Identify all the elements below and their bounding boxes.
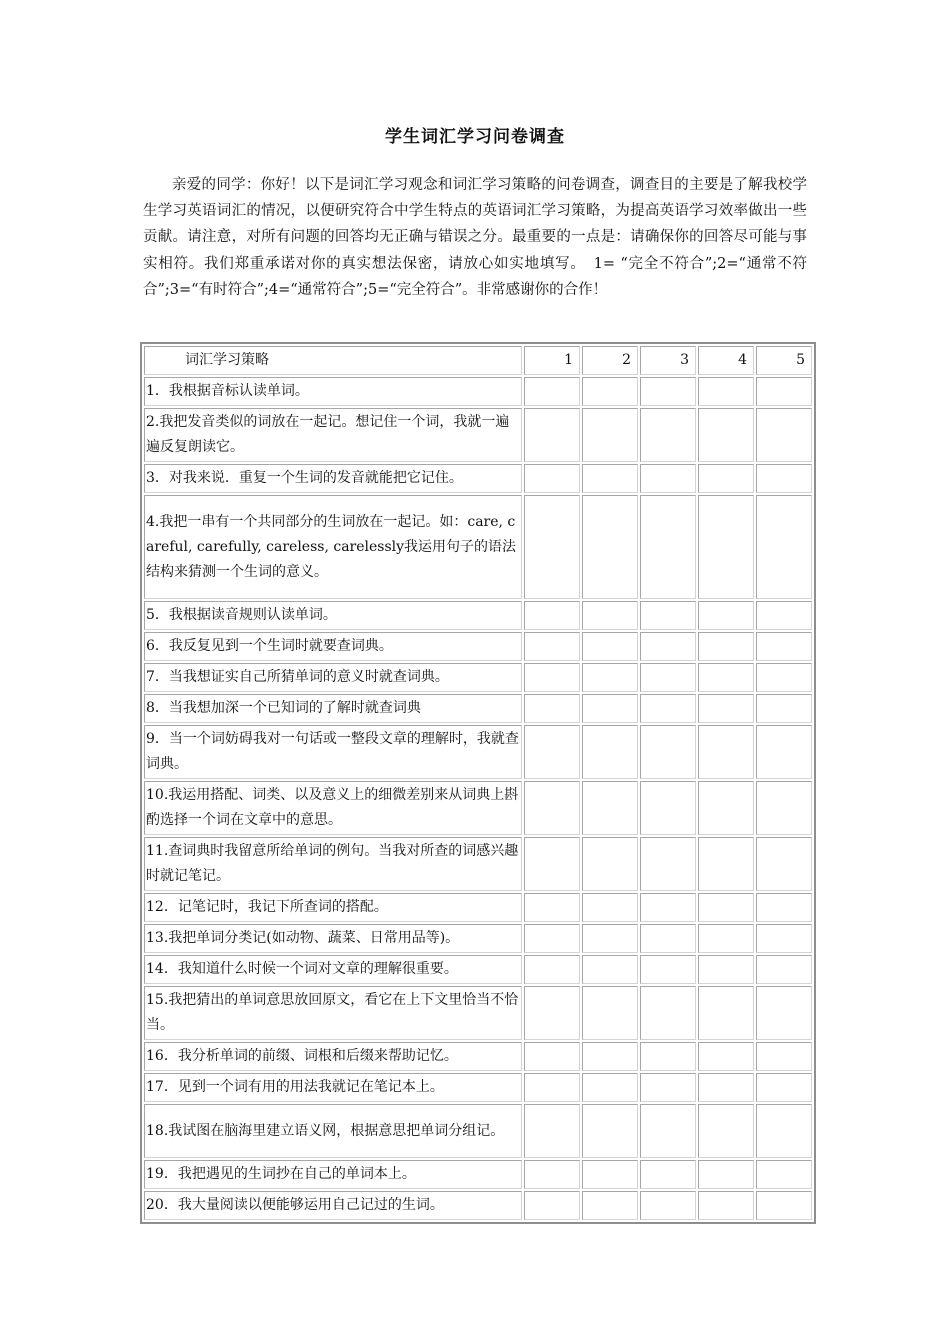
rating-cell-3[interactable] bbox=[640, 377, 696, 406]
table-row bbox=[144, 632, 812, 661]
rating-cell-1[interactable] bbox=[524, 1073, 580, 1102]
rating-cell-5[interactable] bbox=[756, 495, 812, 599]
rating-cell-2[interactable] bbox=[582, 408, 638, 462]
header-scale-4: 4 bbox=[698, 346, 754, 375]
rating-cell-2[interactable] bbox=[582, 377, 638, 406]
rating-cell-4[interactable] bbox=[698, 1104, 754, 1158]
rating-cell-4[interactable] bbox=[698, 1191, 754, 1220]
rating-cell-4[interactable] bbox=[698, 377, 754, 406]
strategy-item-text: 11.查词典时我留意所给单词的例句。当我对所查的词感兴趣时就记笔记。 bbox=[144, 837, 522, 891]
rating-cell-5[interactable] bbox=[756, 1042, 812, 1071]
rating-cell-1[interactable] bbox=[524, 781, 580, 835]
rating-cell-1[interactable] bbox=[524, 924, 580, 953]
table-row bbox=[144, 986, 812, 1040]
table-row bbox=[144, 694, 812, 723]
rating-cell-5[interactable] bbox=[756, 893, 812, 922]
table-row bbox=[144, 1191, 812, 1220]
rating-cell-4[interactable] bbox=[698, 694, 754, 723]
rating-cell-3[interactable] bbox=[640, 955, 696, 984]
rating-cell-4[interactable] bbox=[698, 1073, 754, 1102]
rating-cell-1[interactable] bbox=[524, 986, 580, 1040]
table-row bbox=[144, 663, 812, 692]
rating-cell-2[interactable] bbox=[582, 893, 638, 922]
rating-cell-5[interactable] bbox=[756, 1073, 812, 1102]
header-scale-5: 5 bbox=[756, 346, 812, 375]
strategy-item-text: 14．我知道什么时候一个词对文章的理解很重要。 bbox=[144, 955, 522, 984]
intro-paragraph: 亲爱的同学：你好！以下是词汇学习观念和词汇学习策略的问卷调查，调查目的主要是了解我校学生学习英语词汇的情况，以便研究符合中学生特点的英语词汇学习策略，为提高英语学习效率做出一些贡献。请注意，对所有问题的回答均无正确与错误之分。最重要的一点是：请确保你的回答尽可能与事实相符。我们郑重承诺对你的真实想法保密，请放心如实地填写。 1= “完全不符合”;2=“通常不符合”;3=“有时符合”;4=“通常符合”;5=“完全符合”。非常感谢你的合作！ bbox=[143, 177, 807, 298]
table-row bbox=[144, 893, 812, 922]
rating-cell-3[interactable] bbox=[640, 1160, 696, 1189]
table-row bbox=[144, 1073, 812, 1102]
rating-cell-2[interactable] bbox=[582, 1104, 638, 1158]
rating-cell-2[interactable] bbox=[582, 837, 638, 891]
rating-cell-1[interactable] bbox=[524, 1160, 580, 1189]
rating-cell-3[interactable] bbox=[640, 1104, 696, 1158]
rating-cell-2[interactable] bbox=[582, 781, 638, 835]
rating-cell-4[interactable] bbox=[698, 924, 754, 953]
strategy-item-text: 8．当我想加深一个已知词的了解时就查词典 bbox=[144, 694, 522, 723]
rating-cell-1[interactable] bbox=[524, 1191, 580, 1220]
rating-cell-5[interactable] bbox=[756, 955, 812, 984]
rating-cell-5[interactable] bbox=[756, 464, 812, 493]
table-row bbox=[144, 601, 812, 630]
rating-cell-4[interactable] bbox=[698, 601, 754, 630]
rating-cell-3[interactable] bbox=[640, 725, 696, 779]
rating-cell-5[interactable] bbox=[756, 1160, 812, 1189]
rating-cell-1[interactable] bbox=[524, 1042, 580, 1071]
rating-cell-3[interactable] bbox=[640, 781, 696, 835]
rating-cell-3[interactable] bbox=[640, 1042, 696, 1071]
rating-cell-3[interactable] bbox=[640, 1073, 696, 1102]
table-row bbox=[144, 1160, 812, 1189]
strategy-item-text: 16．我分析单词的前缀、词根和后缀来帮助记忆。 bbox=[144, 1042, 522, 1071]
rating-cell-2[interactable] bbox=[582, 1073, 638, 1102]
table-row bbox=[144, 924, 812, 953]
rating-cell-2[interactable] bbox=[582, 1042, 638, 1071]
rating-cell-4[interactable] bbox=[698, 632, 754, 661]
rating-cell-2[interactable] bbox=[582, 495, 638, 599]
rating-cell-1[interactable] bbox=[524, 694, 580, 723]
rating-cell-4[interactable] bbox=[698, 1160, 754, 1189]
table-row bbox=[144, 781, 812, 835]
rating-cell-4[interactable] bbox=[698, 955, 754, 984]
rating-cell-2[interactable] bbox=[582, 464, 638, 493]
table-row bbox=[144, 1104, 812, 1158]
strategy-item-text: 1．我根据音标认读单词。 bbox=[144, 377, 522, 406]
rating-cell-2[interactable] bbox=[582, 1160, 638, 1189]
strategy-item-text: 20．我大量阅读以便能够运用自己记过的生词。 bbox=[144, 1191, 522, 1220]
rating-cell-1[interactable] bbox=[524, 495, 580, 599]
strategy-item-text: 9．当一个词妨碍我对一句话或一整段文章的理解时，我就查词典。 bbox=[144, 725, 522, 779]
rating-cell-3[interactable] bbox=[640, 495, 696, 599]
strategy-item-text: 17．见到一个词有用的用法我就记在笔记本上。 bbox=[144, 1073, 522, 1102]
rating-cell-3[interactable] bbox=[640, 464, 696, 493]
strategy-item-text: 18.我试图在脑海里建立语义网，根据意思把单词分组记。 bbox=[144, 1104, 522, 1158]
rating-cell-5[interactable] bbox=[756, 408, 812, 462]
strategy-item-text: 13.我把单词分类记(如动物、蔬菜、日常用品等)。 bbox=[144, 924, 522, 953]
survey-table bbox=[140, 342, 816, 1224]
rating-cell-3[interactable] bbox=[640, 986, 696, 1040]
table-row bbox=[144, 377, 812, 406]
rating-cell-3[interactable] bbox=[640, 837, 696, 891]
rating-cell-5[interactable] bbox=[756, 601, 812, 630]
rating-cell-2[interactable] bbox=[582, 1191, 638, 1220]
rating-cell-2[interactable] bbox=[582, 601, 638, 630]
rating-cell-5[interactable] bbox=[756, 663, 812, 692]
table-header-row bbox=[144, 346, 812, 375]
rating-cell-1[interactable] bbox=[524, 725, 580, 779]
rating-cell-3[interactable] bbox=[640, 632, 696, 661]
strategy-item-text: 12．记笔记时，我记下所查词的搭配。 bbox=[144, 893, 522, 922]
table-row bbox=[144, 464, 812, 493]
header-scale-2: 2 bbox=[582, 346, 638, 375]
table-row bbox=[144, 408, 812, 462]
strategy-item-text: 15.我把猜出的单词意思放回原文，看它在上下文里恰当不恰当。 bbox=[144, 986, 522, 1040]
page-title: 学生词汇学习问卷调查 bbox=[385, 127, 565, 147]
rating-cell-5[interactable] bbox=[756, 694, 812, 723]
header-scale-3: 3 bbox=[640, 346, 696, 375]
rating-cell-4[interactable] bbox=[698, 1042, 754, 1071]
strategy-item-text: 7．当我想证实自己所猜单词的意义时就查词典。 bbox=[144, 663, 522, 692]
rating-cell-3[interactable] bbox=[640, 601, 696, 630]
table-row bbox=[144, 837, 812, 891]
rating-cell-1[interactable] bbox=[524, 837, 580, 891]
rating-cell-4[interactable] bbox=[698, 495, 754, 599]
table-row bbox=[144, 725, 812, 779]
rating-cell-1[interactable] bbox=[524, 408, 580, 462]
rating-cell-1[interactable] bbox=[524, 632, 580, 661]
rating-cell-4[interactable] bbox=[698, 725, 754, 779]
rating-cell-4[interactable] bbox=[698, 837, 754, 891]
rating-cell-1[interactable] bbox=[524, 663, 580, 692]
strategy-item-text: 6．我反复见到一个生词时就要查词典。 bbox=[144, 632, 522, 661]
rating-cell-5[interactable] bbox=[756, 1104, 812, 1158]
rating-cell-2[interactable] bbox=[582, 632, 638, 661]
rating-cell-2[interactable] bbox=[582, 986, 638, 1040]
rating-cell-5[interactable] bbox=[756, 1191, 812, 1220]
rating-cell-5[interactable] bbox=[756, 632, 812, 661]
header-strategy-label: 词汇学习策略 bbox=[144, 346, 522, 375]
rating-cell-2[interactable] bbox=[582, 725, 638, 779]
survey-table-body bbox=[144, 346, 812, 1220]
strategy-item-text: 5．我根据读音规则认读单词。 bbox=[144, 601, 522, 630]
rating-cell-1[interactable] bbox=[524, 377, 580, 406]
table-row bbox=[144, 495, 812, 599]
rating-cell-4[interactable] bbox=[698, 663, 754, 692]
rating-cell-5[interactable] bbox=[756, 781, 812, 835]
strategy-item-text: 10.我运用搭配、词类、以及意义上的细微差别来从词典上斟酌选择一个词在文章中的意思。 bbox=[144, 781, 522, 835]
rating-cell-1[interactable] bbox=[524, 893, 580, 922]
rating-cell-5[interactable] bbox=[756, 924, 812, 953]
rating-cell-5[interactable] bbox=[756, 837, 812, 891]
rating-cell-4[interactable] bbox=[698, 464, 754, 493]
strategy-item-text: 4.我把一串有一个共同部分的生词放在一起记。如：care, careful, carefully, careless, carelessly我运用句子的语法结构来猜测一个生词的意义。 bbox=[144, 495, 522, 599]
rating-cell-3[interactable] bbox=[640, 663, 696, 692]
rating-cell-3[interactable] bbox=[640, 893, 696, 922]
rating-cell-3[interactable] bbox=[640, 924, 696, 953]
rating-cell-5[interactable] bbox=[756, 377, 812, 406]
rating-cell-5[interactable] bbox=[756, 986, 812, 1040]
rating-cell-3[interactable] bbox=[640, 408, 696, 462]
rating-cell-4[interactable] bbox=[698, 893, 754, 922]
rating-cell-2[interactable] bbox=[582, 663, 638, 692]
rating-cell-1[interactable] bbox=[524, 464, 580, 493]
rating-cell-4[interactable] bbox=[698, 986, 754, 1040]
rating-cell-2[interactable] bbox=[582, 955, 638, 984]
header-scale-1: 1 bbox=[524, 346, 580, 375]
rating-cell-5[interactable] bbox=[756, 725, 812, 779]
table-row bbox=[144, 1042, 812, 1071]
rating-cell-2[interactable] bbox=[582, 694, 638, 723]
table-row bbox=[144, 955, 812, 984]
strategy-item-text: 2.我把发音类似的词放在一起记。想记住一个词，我就一遍遍反复朗读它。 bbox=[144, 408, 522, 462]
rating-cell-1[interactable] bbox=[524, 601, 580, 630]
rating-cell-4[interactable] bbox=[698, 781, 754, 835]
rating-cell-1[interactable] bbox=[524, 955, 580, 984]
rating-cell-2[interactable] bbox=[582, 924, 638, 953]
rating-cell-1[interactable] bbox=[524, 1104, 580, 1158]
rating-cell-3[interactable] bbox=[640, 1191, 696, 1220]
strategy-item-text: 19．我把遇见的生词抄在自己的单词本上。 bbox=[144, 1160, 522, 1189]
rating-cell-3[interactable] bbox=[640, 694, 696, 723]
strategy-item-text: 3．对我来说．重复一个生词的发音就能把它记住。 bbox=[144, 464, 522, 493]
rating-cell-4[interactable] bbox=[698, 408, 754, 462]
